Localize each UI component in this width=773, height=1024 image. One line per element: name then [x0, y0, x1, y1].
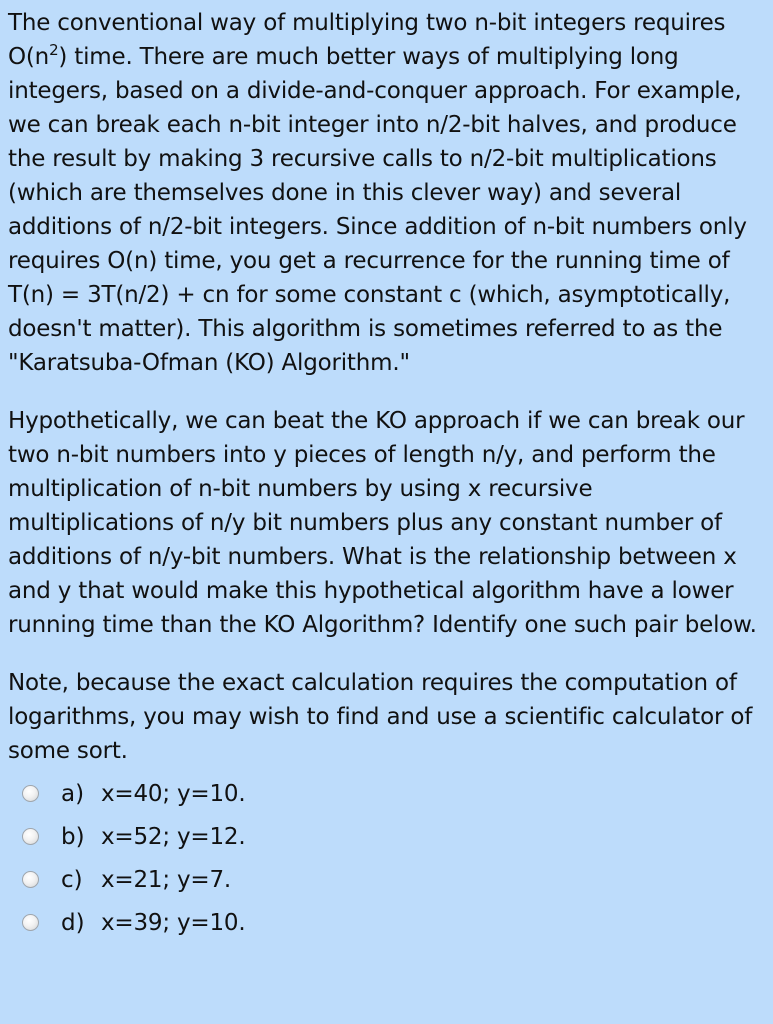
option-letter: b): [61, 823, 85, 850]
radio-button-b[interactable]: [22, 828, 39, 845]
option-letter: a): [61, 780, 85, 807]
option-letter: c): [61, 866, 83, 893]
option-text: x=21; y=7.: [101, 866, 232, 893]
question-text-1a: The conventional way of multiplying two n-bit integers requires O(n: [8, 10, 726, 70]
option-text: x=40; y=10.: [101, 780, 246, 807]
option-c[interactable]: [8, 858, 765, 901]
option-d[interactable]: [8, 901, 765, 944]
option-text: x=39; y=10.: [101, 909, 246, 936]
radio-button-c[interactable]: [22, 871, 39, 888]
answer-options: [8, 772, 765, 944]
question-paragraph-1: [8, 6, 765, 380]
question-paragraph-3: Note, because the exact calculation requires the computation of logarithms, you may wish to find and use a scientific calculator of some sort.: [8, 670, 753, 764]
radio-button-a[interactable]: [22, 785, 39, 802]
question-text-1b: ) time. There are much better ways of multiplying long integers, based on a divide-and-conquer approach. For example, we can break each n-bit integer into n/2-bit halves, and produce the result by making 3 recursive calls to n/2-bit multiplications (which are themselves done in this clever way) and several additions of n/2-bit integers. Since addition of n-bit numbers only requires O(n) time, you get a recurrence for the running time of T(n) = 3T(n/2) + cn for some constant c (which, asymptotically, doesn't matter). This algorithm is sometimes referred to as the "Karatsuba-Ofman (KO) Algorithm.": [8, 44, 747, 376]
question-paragraph-2: Hypothetically, we can beat the KO approach if we can break our two n-bit numbers into y pieces of length n/y, and perform the multiplication of n-bit numbers by using x recursive multiplications of n/y bit numbers plus any constant number of additions of n/y-bit numbers. What is the relationship between x and y that would make this hypothetical algorithm have a lower running time than the KO Algorithm? Identify one such pair below.: [8, 408, 757, 638]
option-b[interactable]: [8, 815, 765, 858]
exponent: 2: [49, 41, 59, 59]
option-a[interactable]: [8, 772, 765, 815]
option-text: x=52; y=12.: [101, 823, 246, 850]
radio-button-d[interactable]: [22, 914, 39, 931]
option-letter: d): [61, 909, 85, 936]
